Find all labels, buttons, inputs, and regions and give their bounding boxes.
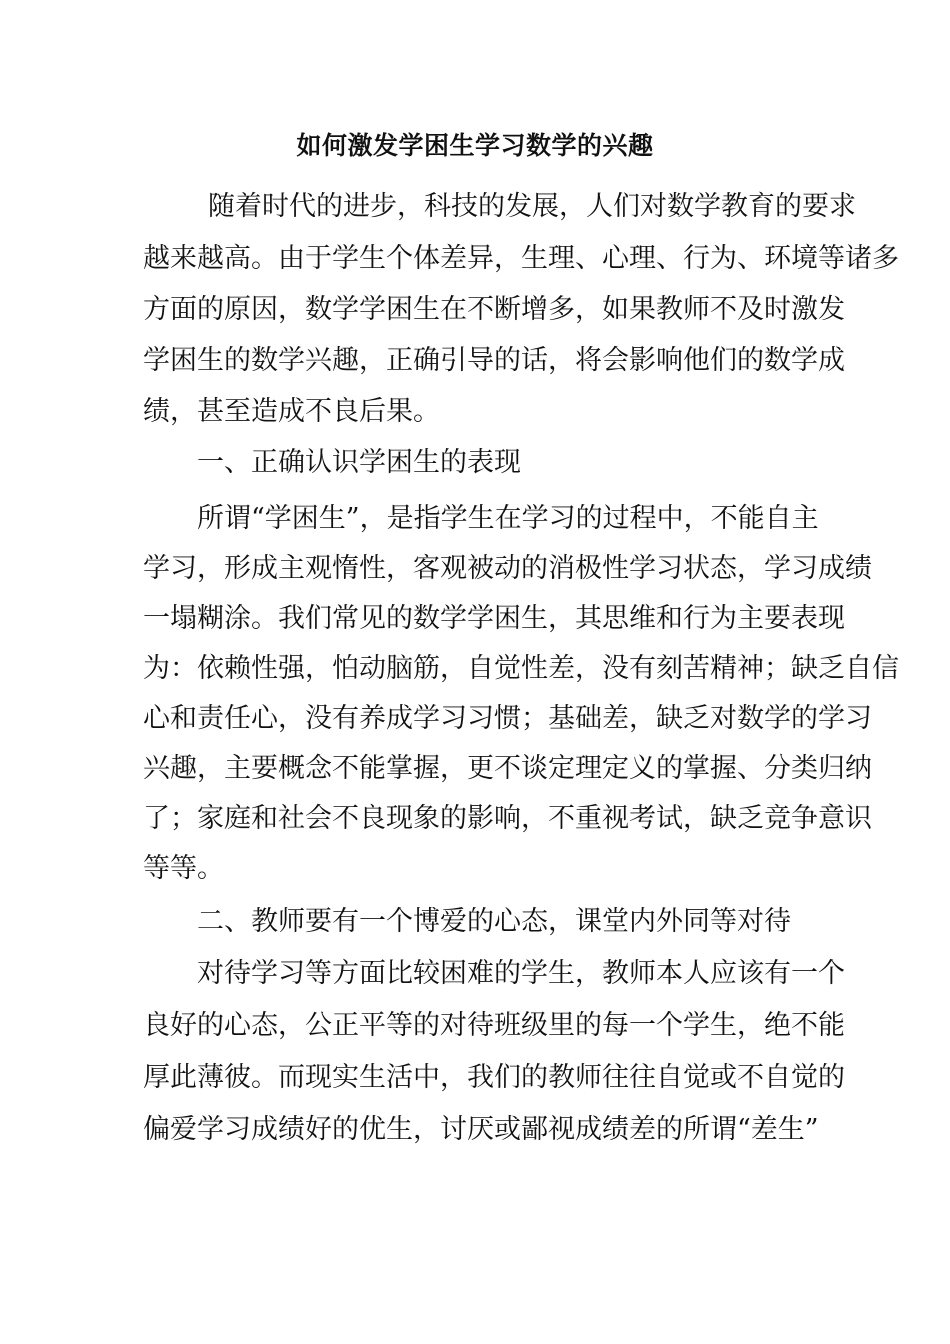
text-line: 方面的原因，数学学困生在不断增多，如果教师不及时激发 (143, 294, 845, 325)
text-line: 随着时代的进步，科技的发展，人们对数学教育的要求 (208, 191, 856, 222)
text-line: 学困生的数学兴趣，正确引导的话，将会影响他们的数学成 (143, 345, 845, 376)
text-line: 等等。 (143, 853, 224, 884)
text-line: 心和责任心，没有养成学习习惯；基础差，缺乏对数学的学习 (143, 703, 872, 734)
text-line: 为：依赖性强，怕动脑筋，自觉性差，没有刻苦精神；缺乏自信 (143, 653, 899, 684)
section-heading: 二、教师要有一个博爱的心态，课堂内外同等对待 (197, 906, 791, 937)
text-line: 厚此薄彼。而现实生活中，我们的教师往往自觉或不自觉的 (143, 1062, 845, 1093)
document-title: 如何激发学困生学习数学的兴趣 (296, 131, 654, 160)
text-line: 绩，甚至造成不良后果。 (143, 396, 440, 427)
text-line: 了；家庭和社会不良现象的影响，不重视考试，缺乏竞争意识 (143, 803, 872, 834)
text-line: 兴趣，主要概念不能掌握，更不谈定理定义的掌握、分类归纳 (143, 753, 872, 784)
text-line: 偏爱学习成绩好的优生，讨厌或鄙视成绩差的所谓“差生” (143, 1114, 819, 1145)
text-line: 良好的心态，公正平等的对待班级里的每一个学生，绝不能 (143, 1010, 845, 1041)
text-line: 学习，形成主观惰性，客观被动的消极性学习状态，学习成绩 (143, 553, 872, 584)
section-heading: 一、正确认识学困生的表现 (197, 447, 521, 478)
text-line: 所谓“学困生”，是指学生在学习的过程中，不能自主 (197, 503, 819, 534)
text-line: 对待学习等方面比较困难的学生，教师本人应该有一个 (197, 958, 845, 989)
text-line: 越来越高。由于学生个体差异，生理、心理、行为、环境等诸多 (143, 243, 899, 274)
text-line: 一塌糊涂。我们常见的数学学困生，其思维和行为主要表现 (143, 603, 845, 634)
